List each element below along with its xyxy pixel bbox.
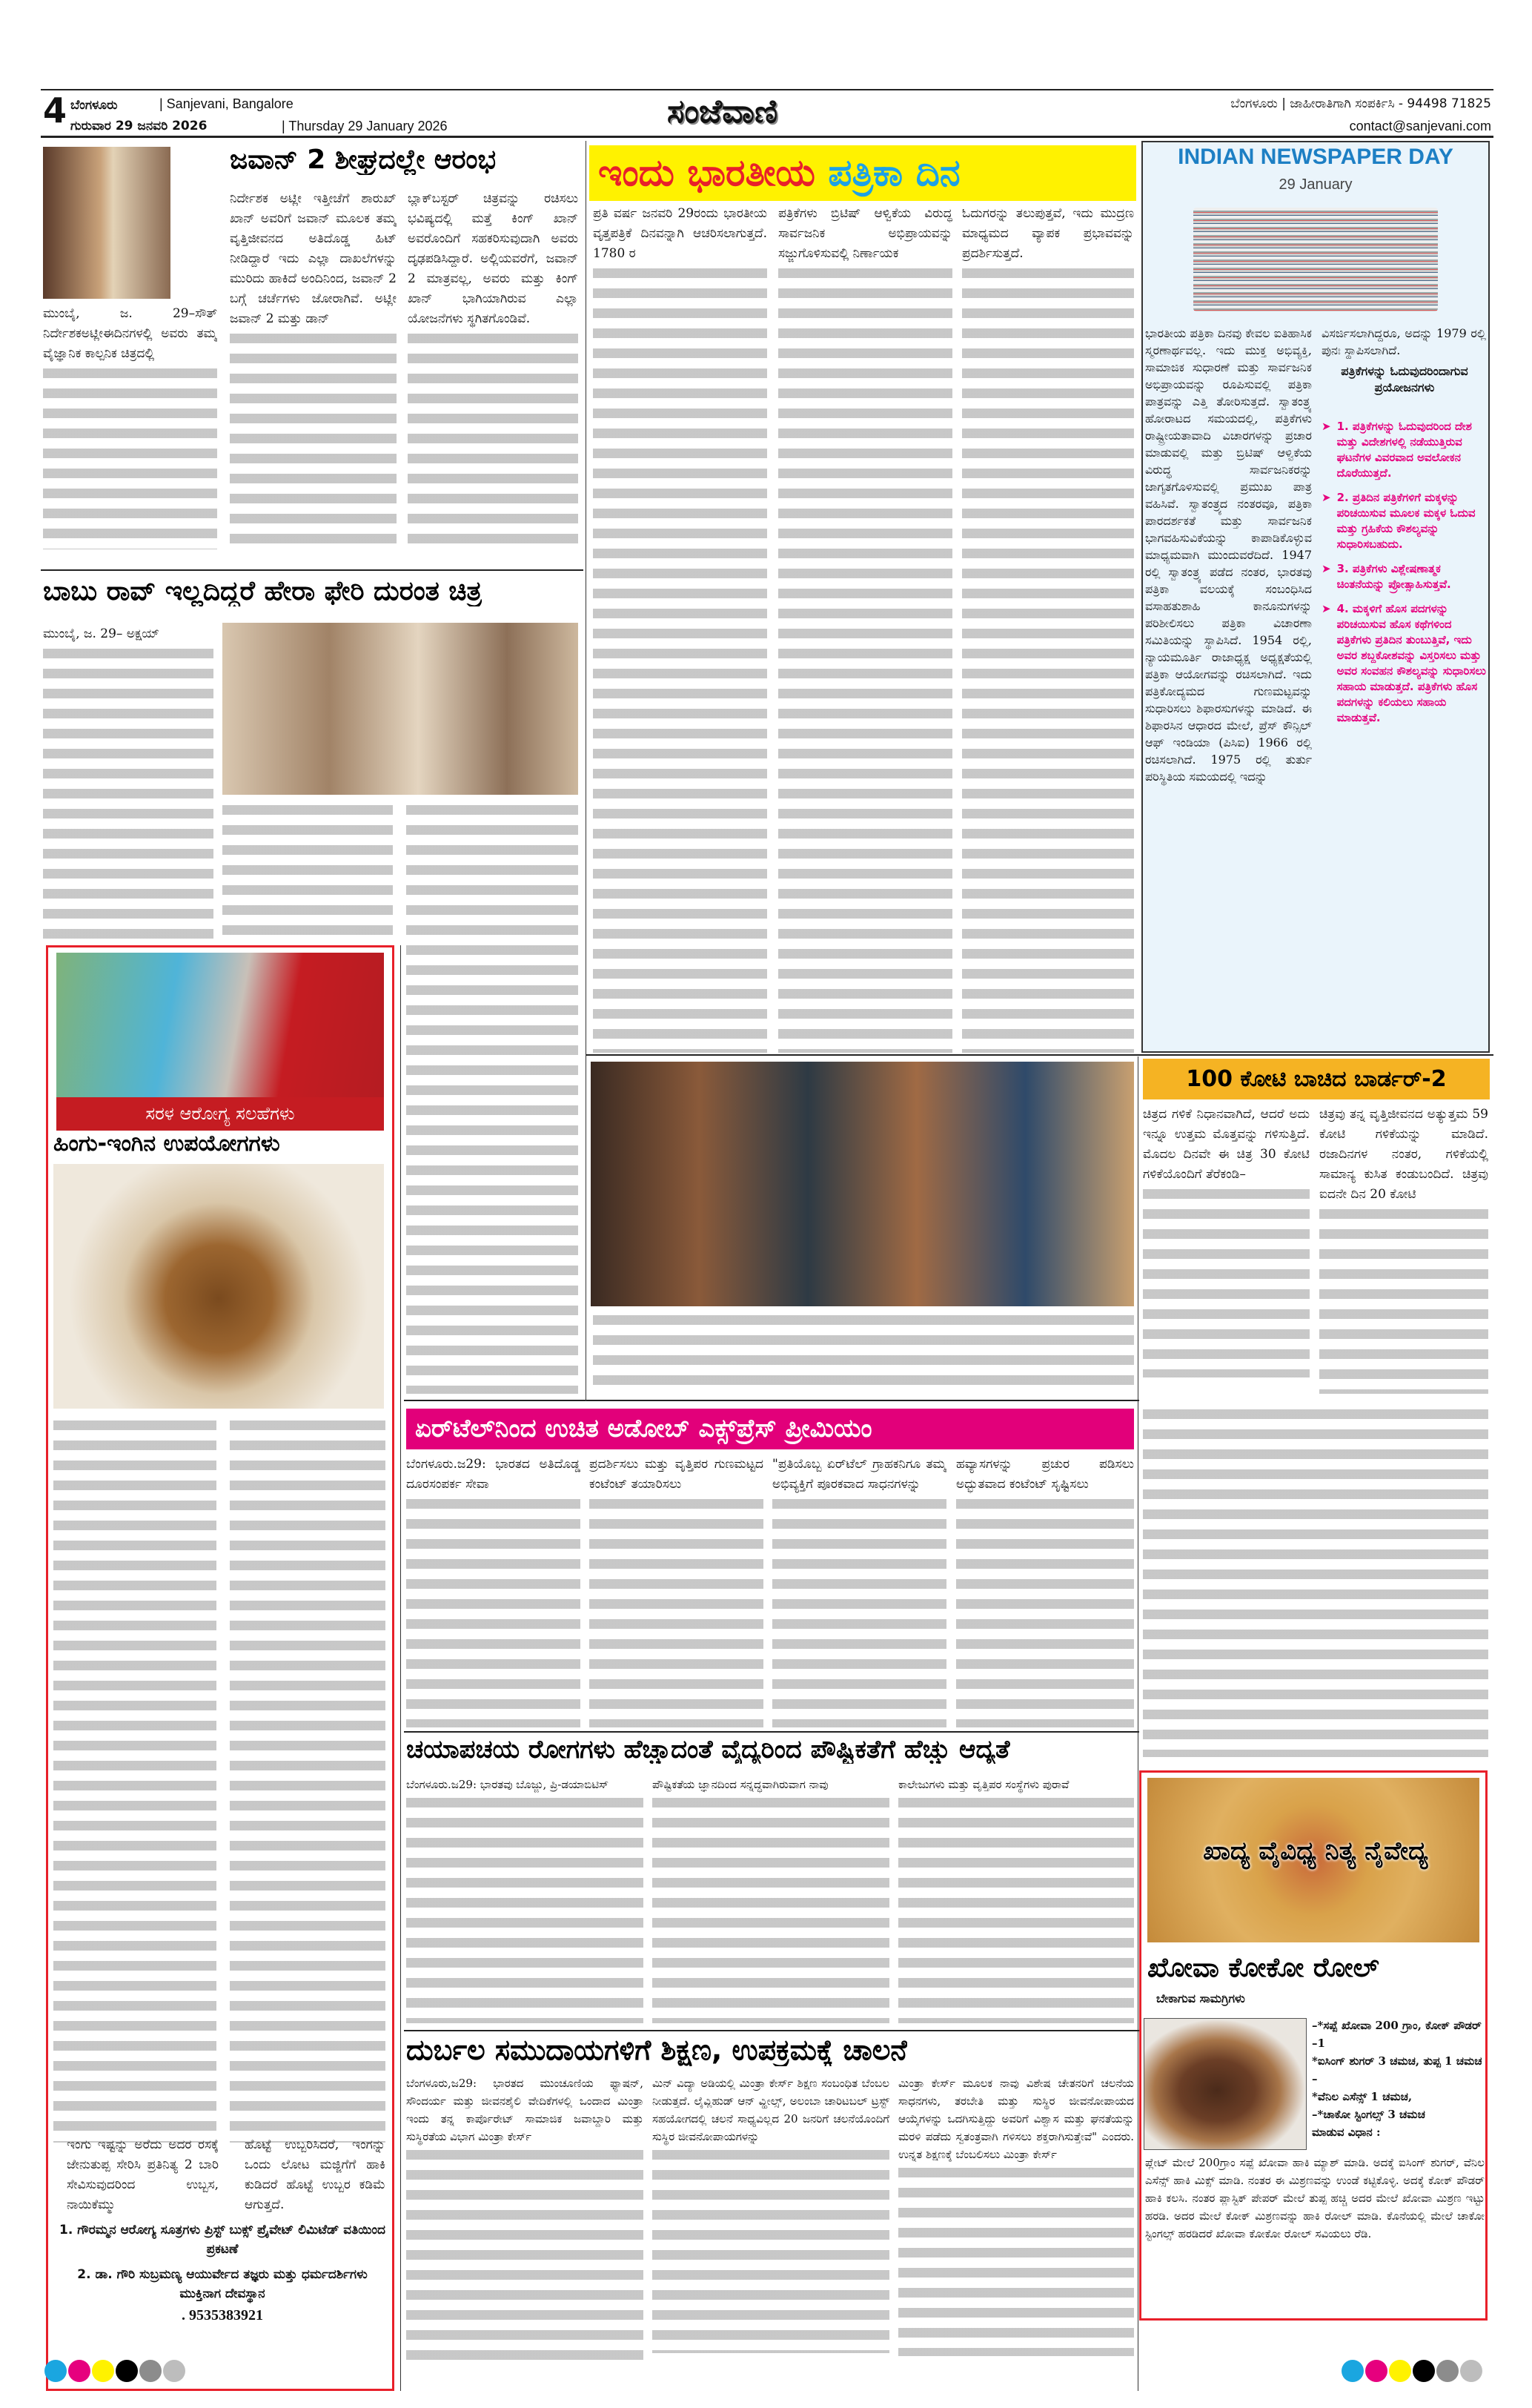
ingredient-item: –*ಸಪ್ಪೆ ಖೋವಾ 200 ಗ್ರಾಂ, ಕೋಕ್ ಪೌಡರ್ –1: [1312, 2019, 1482, 2050]
airtel-col1: ಬೆಂಗಳೂರು.ಜ29: ಭಾರತದ ಅತಿದೊಡ್ಡ ದೂರಸಂಪರ್ಕ ಸೇವಾ: [406, 1455, 580, 1727]
ingredients-list: [1312, 2017, 1484, 2141]
edition-label: | Sanjevani, Bangalore: [159, 96, 294, 111]
health-tail-right: ಹೊಟ್ಟೆ ಉಬ್ಬರಿಸಿದರೆ, ಇಂಗನ್ನು ಒಂದು ಲೋಟ ಮಜ್ಜಿಗೆಗೆ ಹಾಕಿ ಕುಡಿದರೆ ಹೊಟ್ಟೆ ಉಬ್ಬರ ಕಡಿಮೆ ಆಗುತ್ತದೆ.: [245, 2137, 385, 2212]
airtel-col3: "ಪ್ರತಿಯೊಬ್ಬ ಏರ್‌ಟೆಲ್ ಗ್ರಾಹಕನಿಗೂ ತಮ್ಮ ಅಭಿವ್ಯಕ್ತಿಗೆ ಪೂರಕವಾದ ಸಾಧನಗಳನ್ನು: [772, 1455, 946, 1727]
metabolic-col3: ಕಾಲೇಜುಗಳು ಮತ್ತು ವೃತ್ತಿಪರ ಸಂಸ್ಥೆಗಳು ಪುರಾವೆ: [898, 1776, 1134, 2028]
press-day-col2: ಪತ್ರಿಕೆಗಳು ಬ್ರಿಟಿಷ್ ಆಳ್ವಿಕೆಯ ವಿರುದ್ಧ ಸಾರ್ವಜನಿಕ ಅಭಿಪ್ರಾಯವನ್ನು ಸಜ್ಜುಗೊಳಿಸುವಲ್ಲಿ ನಿರ್ಣಾಯಕ: [778, 204, 952, 1053]
airtel-headline: ಏರ್‌ಟೆಲ್‌ನಿಂದ ಉಚಿತ ಅಡೋಬ್ ಎಕ್ಸ್‌ಪ್ರೆಸ್ ಪ್ರೀಮಿಯಂ: [406, 1409, 1134, 1449]
benefits-title: ಪತ್ರಿಕೆಗಳನ್ನು ಓದುವುದರಿಂದಾಗುವ ಪ್ರಯೋಜನಗಳು: [1341, 364, 1468, 394]
health-banner-image: [56, 953, 384, 1097]
press-day-banner: [589, 145, 1136, 201]
date-english: | Thursday 29 January 2026: [282, 119, 448, 133]
date-kannada: ಗುರುವಾರ 29 ಜನವರಿ 2026: [70, 119, 208, 133]
jawan-headline: ಜವಾನ್ 2 ಶೀಘ್ರದಲ್ಲೇ ಆರಂಭ: [230, 145, 497, 175]
benefit-item: ➤ 3. ಪತ್ರಿಕೆಗಳು ವಿಶ್ಲೇಷಣಾತ್ಮಕ ಚಿಂತನೆಯನ್ನು ಪ್ರೋತ್ಸಾಹಿಸುತ್ತವೆ.: [1322, 562, 1451, 591]
education-col1: ಬೆಂಗಳೂರು,ಜ29: ಭಾರತದ ಮುಂಚೂಣಿಯ ಫ್ಯಾಷನ್, ಸೌಂದರ್ಯ ಮತ್ತು ಜೀವನಶೈಲಿ ವೇದಿಕೆಗಳಲ್ಲಿ ಒಂದಾದ ಮಿಂತ್ರಾ ಇಂದು ತನ್ನ ಕಾರ್ಪೊರೇಟ್ ಸಾಮಾಜಿಕ ಜವಾಬ್ದಾರಿ ಮತ್ತು ಸುಸ್ಥಿರತೆಯ ವಿಭಾಗ ಮಿಂತ್ರಾ ಕೇರ್ಸ್: [406, 2074, 643, 2389]
atlee-srk-photo: [43, 147, 170, 299]
metabolic-headline: ಚಯಾಪಚಯ ರೋಗಗಳು ಹೆಚ್ಚಾದಂತೆ ವೈದ್ಯರಿಂದ ಪೌಷ್ಟಿಕತೆಗೆ ಹೆಚ್ಚು ಆದ್ಯತೆ: [406, 1736, 1010, 1764]
jawan-col1: ನಿರ್ದೇಶಕ ಅಟ್ಲೀ ಇತ್ತೀಚೆಗೆ ಶಾರುಖ್ ಖಾನ್ ಅವರಿಗೆ ಜವಾನ್ ಮೂಲಕ ತಮ್ಮ ವೃತ್ತಿಜೀವನದ ಅತಿದೊಡ್ಡ ಹಿಟ್ ನೀಡಿದ್ದಾರೆ ಇದು ಎಲ್ಲಾ ದಾಖಲೆಗಳನ್ನು ಮುರಿದು ಹಾಕಿದೆ ಅಂದಿನಿಂದ, ಜವಾನ್ 2 ಬಗ್ಗೆ ಚರ್ಚೆಗಳು ಜೋರಾಗಿವೆ. ಅಟ್ಲೀ ಜವಾನ್ 2 ಮತ್ತು ಡಾನ್: [230, 189, 397, 567]
hera-pheri-photo: [222, 623, 578, 795]
benefit-item: ➤ 4. ಮಕ್ಕಳಿಗೆ ಹೊಸ ಪದಗಳನ್ನು ಪರಿಚಯಿಸುವ ಹೊಸ ಕಥೆಗಳಿಂದ ಪತ್ರಿಕೆಗಳು ಪ್ರತಿದಿನ ತುಂಬುತ್ತಿವೆ, ಇದು ಅವರ ಶಬ್ದಕೋಶವನ್ನು ವಿಸ್ತರಿಸಲು ಮತ್ತು ಅವರ ಸಂವಹನ ಕೌಶಲ್ಯವನ್ನು ಸುಧಾರಿಸಲು ಸಹಾಯ ಮಾಡುತ್ತದೆ. ಪತ್ರಿಕೆಗಳು ಹೊಸ ಪದಗಳನ್ನು ಕಲಿಯಲು ಸಹಾಯ ಮಾಡುತ್ತವೆ.: [1322, 602, 1486, 724]
jawan-dateline: ಮುಂಬೈ, ಜ. 29–ಸೌತ್ ನಿರ್ದೇಶಕಅಟ್ಲೀಈದಿನಗಳಲ್ಲಿ ಅವರು ತಮ್ಮ ವೈಜ್ಞಾನಿಕ ಕಾಲ್ಪನಿಕ ಚಿತ್ರದಲ್ಲಿ: [43, 304, 217, 567]
border-2-col1: ಚಿತ್ರದ ಗಳಿಕೆ ನಿಧಾನವಾಗಿದೆ, ಆದರೆ ಅದು ಇನ್ನೂ ಉತ್ತಮ ಮೊತ್ತವನ್ನು ಗಳಿಸುತ್ತಿದೆ. ಮೊದಲ ದಿನವೇ ಈ ಚಿತ್ರ 30 ಕೋಟಿ ಗಳಿಕೆಯೊಂದಿಗೆ ತೆರೆಕಂಡಿ–: [1143, 1105, 1310, 1394]
airtel-continuation: [1143, 1405, 1488, 1757]
border-2-headline: 100 ಕೋಟಿ ಬಾಚಿದ ಬಾರ್ಡರ್-2: [1143, 1059, 1490, 1099]
metabolic-col2: ಪೌಷ್ಟಿಕತೆಯ ಜ್ಞಾನದಿಂದ ಸನ್ನದ್ಧವಾಗಿರುವಾಗ ನಾವು: [652, 1776, 889, 2028]
health-phone: . 9535383921: [182, 2307, 263, 2323]
benefit-item: ➤ 1. ಪತ್ರಿಕೆಗಳನ್ನು ಓದುವುದರಿಂದ ದೇಶ ಮತ್ತು ವಿದೇಶಗಳಲ್ಲಿ ನಡೆಯುತ್ತಿರುವ ಘಟನೆಗಳ ವಿವರವಾದ ಅವಲೋಕನ ದೊರೆಯುತ್ತದೆ.: [1322, 420, 1472, 480]
asafoetida-photo: [53, 1164, 384, 1409]
health-source-1: 1. ಗೌರಮ್ಮನ ಆರೋಗ್ಯ ಸೂತ್ರಗಳು ಪ್ರಿಸ್ಟ್ ಬುಕ್ಸ್ ಪ್ರೈವೇಟ್ ಲಿಮಿಟೆಡ್ ವತಿಯಿಂದ ಪ್ರಕಟಣೆ: [59, 2223, 385, 2257]
education-col2: ಮಿನ್ ವಿದ್ಯಾ ಅಡಿಯಲ್ಲಿ ಮಿಂತ್ರಾ ಕೇರ್ಸ್ ಶಿಕ್ಷಣ ಸಂಬಂಧಿತ ಬೆಂಬಲ ನೀಡುತ್ತದೆ. ಲೈವ್ಲಿಹುಡ್ ಆನ್ ವ್ಹೀಲ್ಸ್, ಅಲಂಬಾ ಚಾರಿಟಬಲ್ ಟ್ರಸ್ಟ್ ಸಹಯೋಗದಲ್ಲಿ ಚಲನೆ ಸಾಧ್ಯವಿಲ್ಲದ 20 ಜನರಿಗೆ ಚಲನೆಯೊಂದಿಗೆ ಸುಸ್ಥಿರ ಜೀವನೋಪಾಯಗಳನ್ನು: [652, 2074, 889, 2389]
border-2-col2: ಚಿತ್ರವು ತನ್ನ ವೃತ್ತಿಜೀವನದ ಅತ್ಯುತ್ತಮ 59 ಕೋಟಿ ಗಳಿಕೆಯನ್ನು ಮಾಡಿದೆ. ರಜಾದಿನಗಳ ನಂತರ, ಗಳಿಕೆಯಲ್ಲಿ ಸಾಮಾನ್ಯ ಕುಸಿತ ಕಂಡುಬಂದಿದೆ. ಚಿತ್ರವು ಐದನೇ ದಿನ 20 ಕೋಟಿ: [1319, 1105, 1488, 1394]
color-registration-right: [1342, 2360, 1484, 2385]
airtel-col2: ಪ್ರದರ್ಶಿಸಲು ಮತ್ತು ವೃತ್ತಿಪರ ಗುಣಮಟ್ಟದ ಕಂಟೆಂಟ್ ತಯಾರಿಸಲು: [589, 1455, 763, 1727]
airtel-col4: ಹವ್ಯಾಸಗಳನ್ನು ಪ್ರಚುರ ಪಡಿಸಲು ಅದ್ಭುತವಾದ ಕಂಟೆಂಟ್ ಸೃಷ್ಟಿಸಲು: [956, 1455, 1134, 1727]
page-number: 4: [43, 90, 67, 130]
health-tail-left: ಇಂಗು ಇಷ್ಟನ್ನು ಅರೆದು ಅದರ ರಸಕ್ಕೆ ಜೇನುತುಪ್ಪ ಸೇರಿಸಿ ಪ್ರತಿನಿತ್ಯ 2 ಬಾರಿ ಸೇವಿಸುವುದರಿಂದ ಉಬ್ಬಸ, ನಾಯಿಕೆಮ್ಮು: [67, 2137, 219, 2212]
ingredients-label: ಬೇಕಾಗುವ ಸಾಮಗ್ರಿಗಳು: [1156, 1991, 1245, 2005]
newspaper-day-col1: ಭಾರತೀಯ ಪತ್ರಿಕಾ ದಿನವು ಕೇವಲ ಐತಿಹಾಸಿಕ ಸ್ಮರಣಾರ್ಥವಲ್ಲ. ಇದು ಮುಕ್ತ ಅಭಿವ್ಯಕ್ತಿ, ಸಾಮಾಜಿಕ ಸುಧಾರಣೆ ಮತ್ತು ಸಾರ್ವಜನಿಕ ಅಭಿಪ್ರಾಯವನ್ನು ರೂಪಿಸುವಲ್ಲಿ ಪತ್ರಿಕಾ ಪಾತ್ರವನ್ನು ಎತ್ತಿ ತೋರಿಸುತ್ತದೆ. ಸ್ವಾತಂತ್ರ್ಯ ಹೋರಾಟದ ಸಮಯದಲ್ಲಿ, ಪತ್ರಿಕೆಗಳು ರಾಷ್ಟ್ರೀಯತಾವಾದಿ ವಿಚಾರಗಳನ್ನು ಪ್ರಚಾರ ಮಾಡುವಲ್ಲಿ ಮತ್ತು ಬ್ರಿಟಿಷ್ ಆಳ್ವಿಕೆಯ ವಿರುದ್ಧ ಸಾರ್ವಜನಿಕರನ್ನು ಜಾಗೃತಗೊಳಿಸುವಲ್ಲಿ ಪ್ರಮುಖ ಪಾತ್ರ ವಹಿಸಿವೆ. ಸ್ವಾತಂತ್ರ್ಯದ ನಂತರವೂ, ಪತ್ರಿಕಾ ಪಾರದರ್ಶಕತೆ ಮತ್ತು ಸಾರ್ವಜನಿಕ ಭಾಗವಹಿಸುವಿಕೆಯನ್ನು ಕಾಪಾಡಿಕೊಳ್ಳುವ ಮಾಧ್ಯಮವಾಗಿ ಮುಂದುವರೆದಿದೆ. 1947 ರಲ್ಲಿ ಸ್ವಾತಂತ್ರ್ಯ ಪಡೆದ ನಂತರ, ಭಾರತವು ಪತ್ರಿಕಾ ವಲಯಕ್ಕೆ ಸಂಬಂಧಿಸಿದ ವಸಾಹತುಶಾಹಿ ಕಾನೂನುಗಳನ್ನು ಪರಿಶೀಲಿಸಲು ಪತ್ರಿಕಾ ವಿಚಾರಣಾ ಸಮಿತಿಯನ್ನು ಸ್ಥಾಪಿಸಿದೆ. 1954 ರಲ್ಲಿ, ನ್ಯಾಯಮೂರ್ತಿ ರಾಜಾಧ್ಯಕ್ಷ ಅಧ್ಯಕ್ಷತೆಯಲ್ಲಿ ಪತ್ರಿಕಾ ಆಯೋಗವನ್ನು ರಚಿಸಲಾಗಿದೆ. ಇದು ಪತ್ರಿಕೋದ್ಯಮದ ಗುಣಮಟ್ಟವನ್ನು ಸುಧಾರಿಸಲು ಶಿಫಾರಸುಗಳನ್ನು ಮಾಡಿದೆ. ಈ ಶಿಫಾರಸಿನ ಆಧಾರದ ಮೇಲೆ, ಪ್ರೆಸ್ ಕೌನ್ಸಿಲ್ ಆಫ್ ಇಂಡಿಯಾ (ಪಿಸಿಐ) 1966 ರಲ್ಲಿ ರಚಿಸಲಾಗಿದೆ. 1975 ರಲ್ಲಿ ತುರ್ತು ಪರಿಸ್ಥಿತಿಯ ಸಮಯದಲ್ಲಿ ಇದನ್ನು: [1145, 326, 1312, 784]
press-day-headline-blue: ಪತ್ರಿಕಾ ದಿನ: [828, 151, 961, 194]
hingu-headline: ಹಿಂಗು-ಇಂಗಿನ ಉಪಯೋಗಗಳು: [53, 1131, 280, 1156]
metabolic-col1: ಬೆಂಗಳೂರು.ಜ29: ಭಾರತವು ಬೊಜ್ಜು, ಪ್ರಿ-ಡಯಾಬಿಟಿಸ್: [406, 1776, 643, 2028]
ingredient-item: –*ಚಾಕೋ ಸ್ಟಿಂಗಲ್ಸ್ 3 ಚಮಚ: [1312, 2108, 1425, 2121]
press-day-col1: ಪ್ರತಿ ವರ್ಷ ಜನವರಿ 29ರಂದು ಭಾರತೀಯ ವೃತ್ತಪತ್ರಿಕೆ ದಿನವನ್ನಾಗಿ ಆಚರಿಸಲಾಗುತ್ತದೆ. 1780 ರ: [593, 204, 767, 1053]
recipe-title: ಖೋವಾ ಕೋಕೋ ರೋಲ್: [1147, 1954, 1379, 1983]
masthead-logo[interactable]: ಸಂಜೆವಾಣಿ: [667, 93, 778, 130]
newspaper-day-title: INDIAN NEWSPAPER DAY: [1178, 145, 1453, 169]
method-label: ಮಾಡುವ ವಿಧಾನ :: [1312, 2126, 1381, 2139]
jawan-col2: ಬ್ಲಾಕ್‌ಬಸ್ಟರ್ ಚಿತ್ರವನ್ನು ರಚಿಸಲು ಭವಿಷ್ಯದಲ್ಲಿ ಮತ್ತೆ ಕಿಂಗ್ ಖಾನ್ ಅವರೊಂದಿಗೆ ಸಹಕರಿಸುವುದಾಗಿ ಅವರು ದೃಢಪಡಿಸಿದ್ದಾರೆ. ಅಲ್ಲಿಯವರೆಗೆ, ಜವಾನ್ 2 ಮಾತ್ರವಲ್ಲ, ಅವರು ಮತ್ತು ಕಿಂಗ್ ಖಾನ್ ಭಾಗಿಯಾಗಿರುವ ಎಲ್ಲಾ ಯೋಜನೆಗಳು ಸ್ಥಗಿತಗೊಂಡಿವೆ.: [408, 189, 578, 567]
health-text-col2: [230, 1416, 385, 2143]
benefits-list: [1322, 419, 1486, 726]
ingredient-item: *ವೆನಿಲ ಎಸೆನ್ಸ್ 1 ಚಮಚ,: [1312, 2090, 1413, 2103]
health-banner-title: ಸರಳ ಆರೋಗ್ಯ ಸಲಹೆಗಳು: [56, 1097, 384, 1131]
newspaper-stack-image: [1193, 208, 1438, 311]
ad-contact: ಬೆಂಗಳೂರು | ಜಾಹೀರಾತಿಗಾಗಿ ಸಂಪರ್ಕಿಸಿ - 94498 71825: [1230, 96, 1491, 111]
babu-rao-headline: ಬಾಬು ರಾವ್ ಇಲ್ಲದಿದ್ದರೆ ಹೇರಾ ಫೇರಿ ದುರಂತ ಚಿತ್ರ: [43, 577, 483, 606]
benefit-item: ➤ 2. ಪ್ರತಿದಿನ ಪತ್ರಿಕೆಗಳಿಗೆ ಮಕ್ಕಳನ್ನು ಪರಿಚಯಿಸುವ ಮೂಲಕ ಮಕ್ಕಳ ಓದುವ ಮತ್ತು ಗ್ರಹಿಕೆಯ ಕೌಶಲ್ಯವನ್ನು ಸುಧಾರಿಸಬಹುದು.: [1322, 491, 1476, 551]
press-day-headline-red: ಇಂದು ಭಾರತೀಯ: [598, 151, 815, 194]
newspaper-day-col2: ವಿಸರ್ಜಿಸಲಾಗಿದ್ದರೂ, ಅದನ್ನು 1979 ರಲ್ಲಿ ಪುನಃ ಸ್ಥಾಪಿಸಲಾಗಿದೆ.: [1322, 326, 1486, 357]
contact-email[interactable]: contact@sanjevani.com: [1349, 119, 1491, 133]
health-text-col1: [53, 1416, 216, 2143]
recipe-method: ಪ್ಲೇಟ್ ಮೇಲೆ 200ಗ್ರಾಂ ಸಪ್ಪೆ ಖೋವಾ ಹಾಕಿ ಮ್ಯಾಶ್ ಮಾಡಿ. ಅದಕ್ಕೆ ಐಸಿಂಗ್ ಶುಗರ್, ವೆನಿಲ ಎಸೆನ್ಸ್ ಹಾಕಿ ಮಿಕ್ಸ್ ಮಾಡಿ. ನಂತರ ಈ ಮಿಶ್ರಣವನ್ನು ಉಂಡೆ ಕಟ್ಟಿಕೊಳ್ಳಿ. ಅದಕ್ಕೆ ಕೋಕ್ ಪೌಡರ್ ಹಾಕಿ ಕಲಸಿ. ನಂತರ ಪ್ಲಾಸ್ಟಿಕ್ ಪೇಪರ್ ಮೇಲೆ ತುಪ್ಪ ಹಚ್ಚಿ ಅದರ ಮೇಲೆ ಖೋವಾ ಮಿಶ್ರಣ ಇಟ್ಟು ಹರಡಿ. ಅದರ ಮೇಲೆ ಕೋಕ್ ಮಿಶ್ರಣವನ್ನು ಹಾಕಿ ರೋಲ್ ಮಾಡಿ. ಕೊನೆಯಲ್ಲಿ ಮೇಲೆ ಚಾಕೋ ಸ್ಟಿಂಗಲ್ಸ್ ಹರಡಿದರೆ ಖೋವಾ ಕೋಕೋ ರೋಲ್ ಸವಿಯಲು ರೆಡಿ.: [1145, 2156, 1485, 2240]
babu-rao-col2: [222, 801, 393, 942]
newspaper-day-date: 29 January: [1279, 176, 1353, 193]
column-divider: [400, 945, 401, 2391]
city-label: ಬೆಂಗಳೂರು: [70, 98, 118, 113]
babu-rao-col1: ಮುಂಬೈ, ಜ. 29– ಅಕ್ಷಯ್: [43, 624, 213, 939]
border-2-photo: [591, 1062, 1134, 1306]
border-2-text: [593, 1311, 1134, 1394]
ingredient-item: *ಐಸಿಂಗ್ ಶುಗರ್ 3 ಚಮಚ, ತುಪ್ಪ 1 ಚಮಚ –: [1312, 2054, 1482, 2086]
cocoa-roll-photo: [1144, 2018, 1307, 2150]
health-source-2: 2. ಡಾ. ಗೌರಿ ಸುಬ್ರಮಣ್ಯ ಆಯುರ್ವೇದ ತಜ್ಞರು ಮತ್ತು ಧರ್ಮದರ್ಶಿಗಳು ಮುಕ್ತಿನಾಗ ದೇವಸ್ಥಾನ: [77, 2267, 368, 2301]
press-day-col3: ಓದುಗರನ್ನು ತಲುಪುತ್ತವೆ, ಇದು ಮುದ್ರಣ ಮಾಧ್ಯಮದ ವ್ಯಾಪಕ ಪ್ರಭಾವವನ್ನು ಪ್ರದರ್ಶಿಸುತ್ತದೆ.: [962, 204, 1134, 1053]
education-col3: ಮಿಂತ್ರಾ ಕೇರ್ಸ್ ಮೂಲಕ ನಾವು ವಿಶೇಷ ಚೇತನರಿಗೆ ಚಲನೆಯ ಸಾಧನಗಳು, ತರಬೇತಿ ಮತ್ತು ಸುಸ್ಥಿರ ಜೀವನೋಪಾಯದ ಆಯ್ಕೆಗಳನ್ನು ಒದಗಿಸುತ್ತಿದ್ದು ಅವರಿಗೆ ವಿಶ್ವಾಸ ಮತ್ತು ಘನತೆಯನ್ನು ಮರಳಿ ಪಡೆದು ಸ್ವತಂತ್ರವಾಗಿ ಗಳಿಸಲು ಶಕ್ತರಾಗಿಸುತ್ತೇವೆ" ಎಂದರು. ಉನ್ನತ ಶಿಕ್ಷಣಕ್ಕೆ ಬೆಂಬಲಿಸಲು ಮಿಂತ್ರಾ ಕೇರ್ಸ್: [898, 2074, 1134, 2389]
babu-rao-col3: [406, 801, 578, 1394]
education-headline: ದುರ್ಬಲ ಸಮುದಾಯಗಳಿಗೆ ಶಿಕ್ಷಣ, ಉಪಕ್ರಮಕ್ಕೆ ಚಾಲನೆ: [406, 2035, 908, 2066]
color-registration-left: [44, 2360, 187, 2385]
recipe-banner: ಖಾದ್ಯ ವೈವಿಧ್ಯ ನಿತ್ಯ ನೈವೇದ್ಯ: [1203, 1836, 1428, 1866]
